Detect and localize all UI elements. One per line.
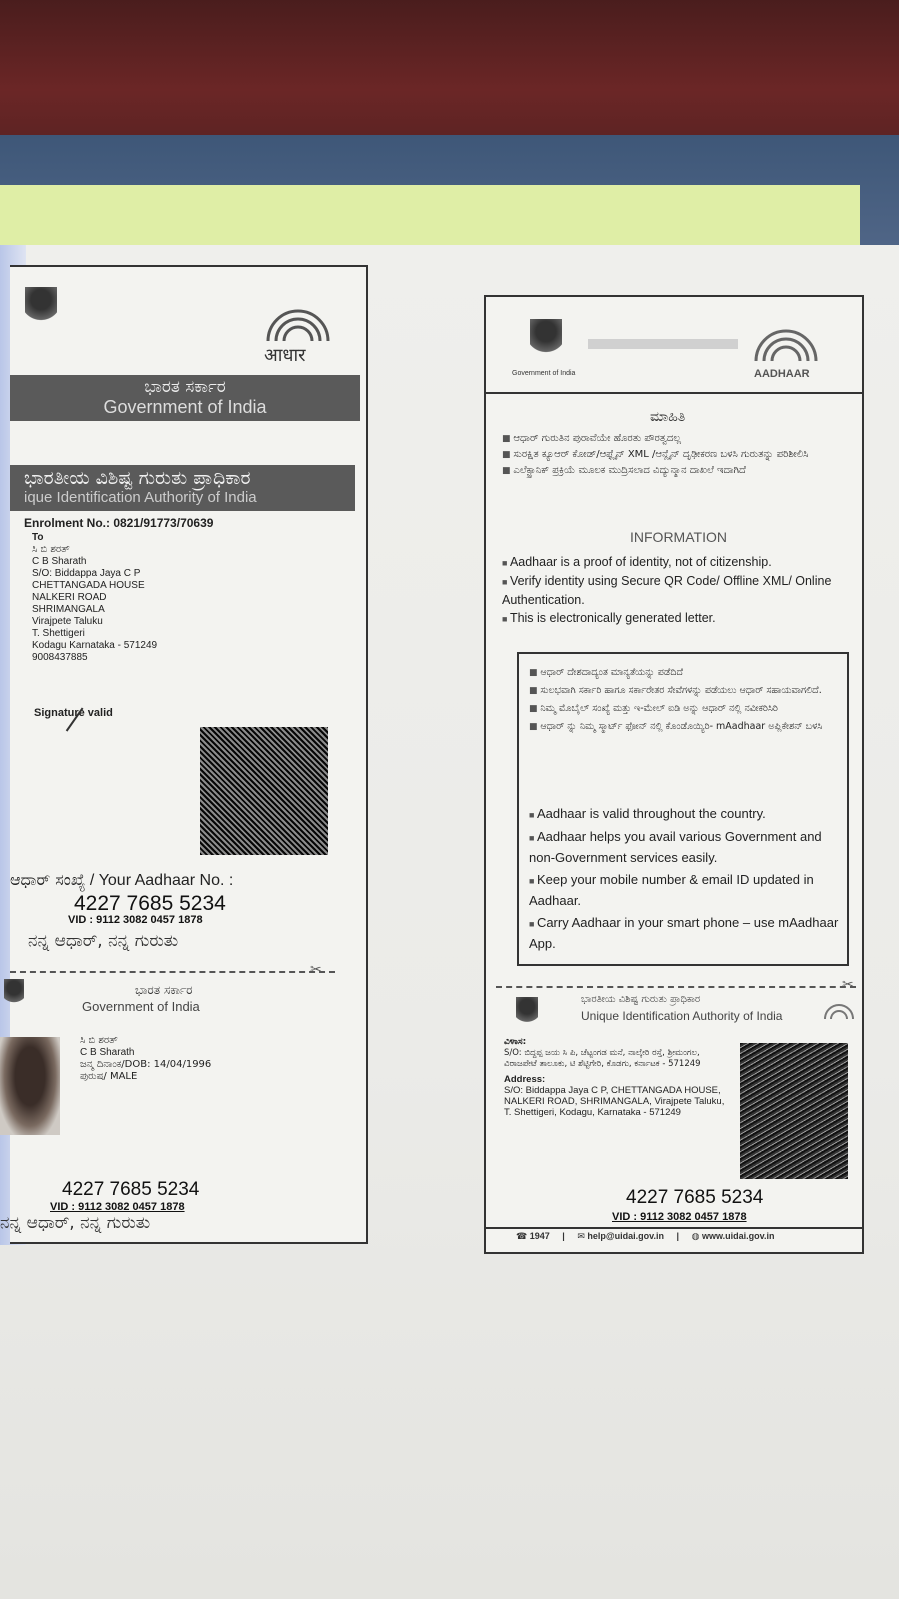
gov-english: Government of India xyxy=(103,397,267,417)
address-line: SHRIMANGALA xyxy=(32,604,105,615)
card-uidai-kn: ಭಾರತೀಯ ವಿಶಿಷ್ಟ ಗುರುತು ಪ್ರಾಧಿಕಾರ xyxy=(581,994,701,1005)
holder-photo xyxy=(0,1037,60,1135)
footer-email: help@uidai.gov.in xyxy=(587,1231,665,1241)
phone-icon: ☎ xyxy=(516,1231,528,1241)
card-tagline: ನನ್ನ ಆಧಾರ್, ನನ್ನ ಗುರುತು xyxy=(0,1213,151,1233)
signature-valid: Signature valid xyxy=(34,707,113,719)
box-en-item: ■ Carry Aadhaar in your smart phone – use mAadhaar App. xyxy=(529,913,839,954)
box-en-item: ■ Keep your mobile number & email ID updated in Aadhaar. xyxy=(529,870,839,911)
gov-kannada: ಭಾರತ ಸರ್ಕಾರ xyxy=(144,377,226,397)
address-line: To xyxy=(32,532,44,543)
aadhaar-number: 4227 7685 5234 xyxy=(74,892,226,915)
aadhaar-hindi-word: आधार xyxy=(264,345,306,365)
emblem-icon xyxy=(25,287,57,329)
aadhaar-tagline: ನನ್ನ ಆಧಾರ್, ನನ್ನ ಗುರುತು xyxy=(28,931,179,951)
gov-band xyxy=(10,375,360,421)
address-line: Virajpete Taluku xyxy=(32,616,103,627)
information-heading: INFORMATION xyxy=(630,529,727,545)
your-aadhaar-en: / Your Aadhaar No. : xyxy=(89,872,234,889)
address-line: T. Shettigeri xyxy=(32,628,85,639)
emblem-icon xyxy=(530,319,562,361)
uidai-english: ique Identification Authority of India xyxy=(24,489,257,506)
card-aadhaar-number: 4227 7685 5234 xyxy=(626,1187,764,1208)
emblem-small-icon xyxy=(516,997,538,1029)
card-name-kn: ಸಿ ಬಿ ಶರತ್ xyxy=(80,1035,118,1046)
address-line: CHETTANGADA HOUSE xyxy=(32,580,145,591)
card-vid: VID : 9112 3082 0457 1878 xyxy=(612,1211,747,1223)
card-gender: ಪುರುಷ/ MALE xyxy=(80,1071,138,1082)
gov-caption: Government of India xyxy=(512,370,576,377)
scissors-icon: ✂ xyxy=(310,961,322,977)
footer-separator: | xyxy=(562,1231,565,1241)
en-info-item: ■ Verify identity using Secure QR Code/ Offline XML/ Online Authentication. xyxy=(502,572,857,609)
qr-code xyxy=(200,727,328,855)
box-kn-list xyxy=(529,666,839,734)
aadhaar-letter-right xyxy=(484,295,864,1254)
aadhaar-logo-icon xyxy=(258,305,338,345)
kn-info-list xyxy=(502,431,852,479)
address-line: ಸಿ ಬಿ ಶರತ್ xyxy=(32,544,70,555)
mahiti-heading: ಮಾಹಿತಿ xyxy=(650,409,686,425)
footer-divider xyxy=(486,1227,862,1229)
kn-info-item: ■ ಎಲೆಕ್ಟ್ರಾನಿಕ್ ಪ್ರಕ್ರಿಯೆ ಮೂಲಕ ಮುದ್ರಿಸಲಾದ ವಿದ್ಯುನ್ಮಾನ ದಾಖಲೆ ಇದಾಗಿದೆ xyxy=(502,463,852,479)
address-block xyxy=(32,532,157,664)
vid-number: VID : 9112 3082 0457 1878 xyxy=(68,914,203,926)
card-uidai-en: Unique Identification Authority of India xyxy=(581,1009,783,1023)
your-aadhaar-kn: ಆಧಾರ್ ಸಂಖ್ಯೆ xyxy=(10,870,86,889)
addr-en-label: Address: xyxy=(504,1074,546,1085)
address-line: NALKERI ROAD xyxy=(32,592,107,603)
header-divider xyxy=(486,392,862,394)
card-aadhaar-number: 4227 7685 5234 xyxy=(62,1179,200,1200)
en-info-list xyxy=(502,553,857,628)
address-line: Kodagu Karnataka - 571249 xyxy=(32,640,158,651)
hologram-strip xyxy=(588,339,738,349)
box-kn-item: ■ ಆಧಾರ್ ದೇಶದಾದ್ಯಂತ ಮಾನ್ಯತೆಯನ್ನು ಪಡೆದಿದೆ xyxy=(529,666,839,680)
addr-kn-label: ವಿಳಾಸ: xyxy=(504,1037,527,1047)
aadhaar-word: AADHAAR xyxy=(754,368,810,380)
card-gov-kn: ಭಾರತ ಸರ್ಕಾರ xyxy=(135,983,193,997)
footer-separator: | xyxy=(676,1231,680,1241)
your-aadhaar-label xyxy=(10,870,233,890)
uidai-kannada: ಭಾರತೀಯ ವಿಶಿಷ್ಟ ಗುರುತು ಪ್ರಾಧಿಕಾರ xyxy=(24,467,251,489)
card-vid: VID : 9112 3082 0457 1878 xyxy=(50,1201,185,1213)
card-dob: ಜನ್ಮ ದಿನಾಂಕ/DOB: 14/04/1996 xyxy=(80,1059,212,1070)
info-box xyxy=(517,652,849,966)
scissors-icon: ✂ xyxy=(842,976,854,992)
footer-phone: 1947 xyxy=(529,1231,550,1241)
box-kn-item: ■ ಆಧಾರ್ ನ್ನು ನಿಮ್ಮ ಸ್ಮಾರ್ಟ್ ಫೋನ್ ನಲ್ಲಿ ಕೊಂಡೊಯ್ಯಿರಿ- mAadhaar ಅಪ್ಲಿಕೇಶನ್ ಬಳಸಿ xyxy=(529,720,839,734)
kn-info-item: ■ ಆಧಾರ್ ಗುರುತಿನ ಪುರಾವೆಯೇ ಹೊರತು ಪೌರತ್ವದಲ್ಲ xyxy=(502,431,852,447)
cut-line xyxy=(496,986,856,988)
card-gov-en: Government of India xyxy=(82,999,200,1014)
aadhaar-letter-left xyxy=(0,265,368,1244)
kn-info-item: ■ ಸುರಕ್ಷಿತ ಕ್ಯೂಆರ್ ಕೋಡ್/ಆಫ್ಲೈನ್ XML /ಆನ್ಲೈನ್ ದೃಢೀಕರಣ ಬಳಸಿ ಗುರುತನ್ನು ಪರಿಶೀಲಿಸಿ xyxy=(502,447,852,463)
cut-line xyxy=(10,971,335,973)
aadhaar-small-logo-icon xyxy=(821,997,857,1021)
uidai-band xyxy=(10,465,355,511)
box-en-item: ■ Aadhaar helps you avail various Government and non-Government services easily. xyxy=(529,827,839,868)
box-en-item: ■ Aadhaar is valid throughout the country. xyxy=(529,804,839,825)
card-details xyxy=(80,1035,211,1083)
aadhaar-logo-icon xyxy=(746,325,826,365)
background-wood xyxy=(0,0,899,150)
address-line: 9008437885 xyxy=(32,652,88,663)
card-name-en: C B Sharath xyxy=(80,1047,135,1058)
addr-en: S/O: Biddappa Jaya C P, CHETTANGADA HOUSE, NALKERI ROAD, SHRIMANGALA, Virajpete Taluku, T. Shettigeri, Kodagu, Karnataka - 571249 xyxy=(504,1085,725,1118)
qr-code xyxy=(740,1043,848,1179)
en-info-item: ■ This is electronically generated letter. xyxy=(502,609,857,628)
email-icon: ✉ xyxy=(577,1231,585,1241)
card-address xyxy=(504,1037,729,1118)
footer-web: www.uidai.gov.in xyxy=(701,1231,775,1241)
box-kn-item: ■ ಸುಲಭವಾಗಿ ಸರ್ಕಾರಿ ಹಾಗೂ ಸರ್ಕಾರೇತರ ಸೇವೆಗಳನ್ನು ಪಡೆಯಲು ಆಧಾರ್ ಸಹಾಯವಾಗಲಿದೆ. xyxy=(529,684,839,698)
emblem-small-icon xyxy=(4,979,24,1009)
globe-icon: ◍ xyxy=(691,1231,700,1241)
address-line: C B Sharath xyxy=(32,556,87,567)
box-en-list xyxy=(529,804,839,954)
footer-contacts xyxy=(516,1231,774,1242)
en-info-item: ■ Aadhaar is a proof of identity, not of citizenship. xyxy=(502,553,857,572)
enrolment-number: Enrolment No.: 0821/91773/70639 xyxy=(24,516,214,530)
box-kn-item: ■ ನಿಮ್ಮ ಮೊಬೈಲ್ ಸಂಖ್ಯೆ ಮತ್ತು ಇ-ಮೇಲ್ ಐಡಿ ಅನ್ನು ಆಧಾರ್ ನಲ್ಲಿ ನವೀಕರಿಸಿರಿ xyxy=(529,702,839,716)
addr-kn: S/O: ಬಿದ್ದಪ್ಪ ಜಯ ಸಿ ಪಿ, ಚೆಟ್ಟಂಗಡ ಮನೆ, ನಾಲ್ಕೇರಿ ರಸ್ತೆ, ಶ್ರೀಮಂಗಲ, ವಿರಾಜಪೇಟೆ ತಾಲೂಕು, ಟಿ ಶೆಟ್ಟಿಗೇರಿ, ಕೊಡಗು, ಕರ್ನಾಟಕ - 571249 xyxy=(504,1048,701,1069)
address-line: S/O: Biddappa Jaya C P xyxy=(32,568,141,579)
